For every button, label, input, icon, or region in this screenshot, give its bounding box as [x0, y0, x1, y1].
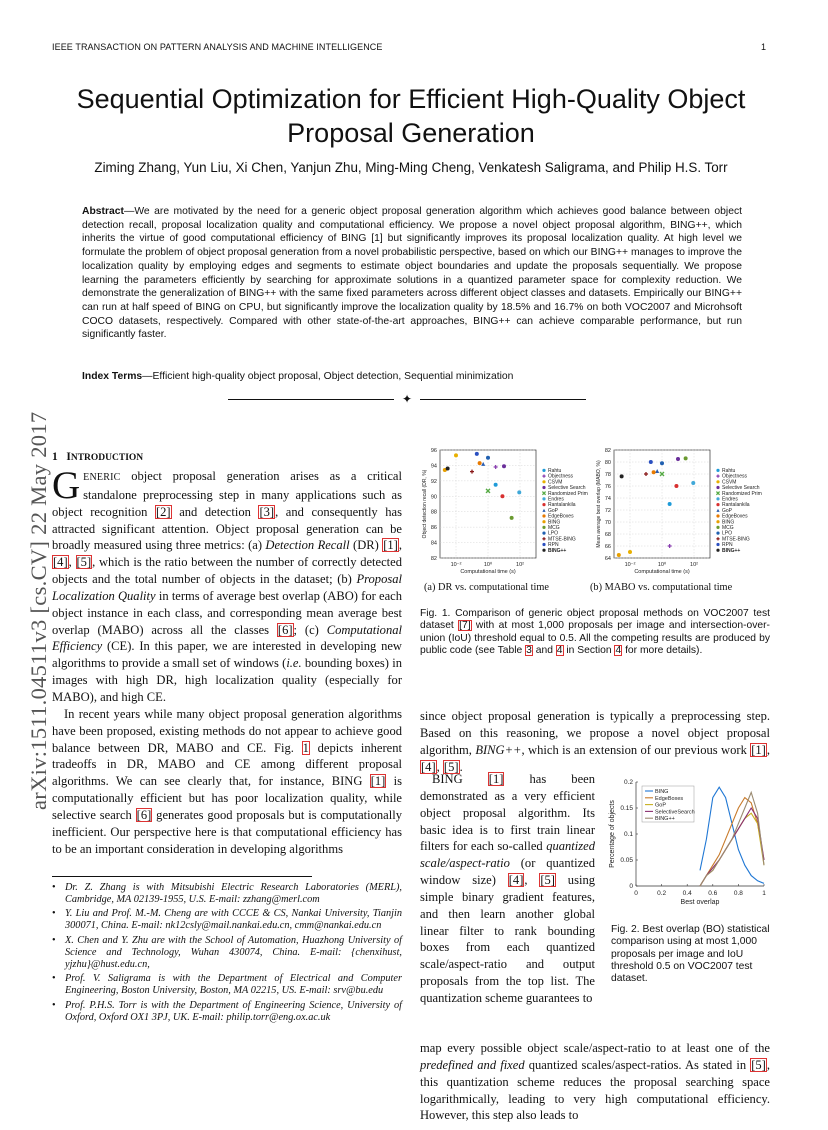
citation-link[interactable]: [1]	[751, 742, 766, 757]
data-point-csvm	[628, 550, 632, 554]
legend-marker	[542, 475, 545, 478]
x-tick-label: 10²	[690, 562, 698, 568]
y-tick-label: 90	[430, 494, 437, 501]
text-run: (DR)	[349, 538, 383, 553]
data-point-edgeboxes	[652, 470, 656, 474]
citation-link[interactable]: [4]	[508, 873, 524, 888]
legend-entry: GoP	[548, 507, 559, 514]
legend-marker	[716, 509, 719, 512]
text-run: and	[532, 644, 556, 656]
data-point-mcg	[510, 516, 514, 520]
arxiv-stamp	[26, 270, 54, 810]
y-tick-label: 74	[604, 496, 611, 502]
x-tick-label: 10⁻²	[624, 562, 636, 568]
figure-1b-subcaption: (b) MABO vs. computational time	[590, 582, 733, 593]
y-axis-label: Object detection recall (DR, %)	[422, 469, 428, 539]
text-run: map every possible object scale/aspect-ratio to at least one of the	[420, 1041, 770, 1055]
legend-entry: Endres	[548, 496, 564, 503]
citation-link[interactable]: [1]	[383, 538, 398, 553]
x-axis-label: Computational time (s)	[460, 569, 516, 575]
legend-entry: MTSE-BING	[722, 536, 750, 543]
legend-marker	[716, 537, 719, 540]
figure-1-caption	[420, 608, 770, 657]
legend-marker	[716, 549, 719, 552]
y-tick-label: 70	[604, 520, 611, 526]
y-tick-label: 82	[604, 448, 611, 454]
first-word-smallcaps: ENERIC	[83, 472, 121, 483]
citation-link[interactable]: [5]	[751, 1057, 766, 1072]
legend-entry: BING	[655, 789, 669, 795]
data-point-rpn	[475, 452, 479, 456]
text-run: (CE). In this paper, we are interested in developing new algorithms to provide a small set of windows (	[52, 639, 402, 671]
legend-entry: Rahtu	[548, 468, 562, 474]
y-tick-label: 0.15	[620, 805, 633, 812]
legend-marker	[716, 469, 719, 472]
cross-reference-link[interactable]: 4	[556, 644, 563, 656]
legend-entry: RPN	[722, 542, 733, 549]
right-paragraph-continuation	[420, 708, 770, 775]
figure-1b-mabo-chart	[592, 444, 772, 578]
x-tick-label: 1	[762, 890, 766, 897]
index-terms	[82, 371, 742, 382]
footnote-rule	[52, 876, 312, 877]
text-run: (or quantized window size)	[420, 856, 595, 888]
x-tick-label: 0	[634, 890, 638, 897]
data-point-rantalankila	[500, 494, 504, 498]
legend-entry: BING	[722, 519, 735, 526]
text-run: Proposal Localization Quality	[52, 572, 402, 603]
legend-marker	[542, 549, 545, 552]
text-run: predefined and fixed	[420, 1057, 525, 1072]
y-tick-label: 0	[629, 883, 633, 890]
text-run: and detection	[171, 504, 259, 519]
running-header: IEEE TRANSACTION ON PATTERN ANALYSIS AND MACHINE INTELLIGENCE	[52, 42, 383, 52]
legend-marker	[542, 480, 545, 483]
legend-entry: GoP	[655, 802, 667, 809]
text-run: using simple binary gradient features, and then learn another global linear filter to rank bounding boxes from each quantized scale/aspect-ratio and output proposals from the top list. The quantization scheme guarantees to	[420, 873, 595, 1005]
y-tick-label: 64	[604, 556, 611, 562]
text-run: In recent years while many object proposal generation algorithms have been proposed, existing methods do not appear to achieve good balance between DR, MABO and CE. Fig.	[52, 706, 402, 755]
legend-entry: MTSE-BING	[548, 536, 576, 543]
legend-marker	[716, 526, 719, 529]
intro-left-column	[52, 464, 403, 857]
citation-link[interactable]: [4]	[421, 759, 436, 774]
text-run: , which is the ratio between the number of correctly detected objects and the total number of objects in the dataset; (b)	[52, 555, 403, 587]
legend-entry: GoP	[722, 507, 733, 514]
paper-title: Sequential Optimization for Efficient High-Quality Object Proposal Generation	[76, 84, 746, 148]
text-run: quantized scales/aspect-ratios. As stated in	[524, 1057, 751, 1072]
cross-reference-link[interactable]: 1	[302, 740, 309, 755]
text-run: .	[459, 759, 463, 774]
y-tick-label: 86	[430, 525, 437, 532]
text-run: has been demonstrated as a very efficient object proposal algorithm. Its basic idea is to first train linear filters for each so-called	[420, 772, 595, 854]
x-tick-label: 10²	[516, 562, 524, 568]
data-point-mtse-bing	[470, 470, 474, 474]
legend-entry: LPO	[722, 530, 733, 537]
text-run: BING++	[475, 742, 522, 757]
page-number: 1	[760, 42, 766, 52]
affiliation-footnotes	[52, 882, 402, 1026]
data-point-bing-	[446, 467, 450, 471]
legend-marker	[542, 532, 545, 535]
legend-entry: Selective Search	[722, 485, 760, 492]
data-point-mcg	[684, 456, 688, 460]
data-point-csvm	[454, 453, 458, 457]
text-run: since object proposal generation is typically a preprocessing step. Based on this reasoning, we propose a novel object proposal algorithm,	[420, 709, 770, 757]
text-run: quantized scale/aspect-ratio	[420, 839, 595, 871]
legend-entry: EdgeBoxes	[655, 795, 684, 802]
citation-link[interactable]: [3]	[259, 504, 275, 519]
figure-2-caption: Fig. 2. Best overlap (BO) statistical comparison using at most 1,000 proposals per image and IoU threshold 0.5 on VOC2007 test dataset.	[611, 924, 770, 985]
intro-paragraph-2	[52, 706, 402, 858]
legend-entry: MCG	[722, 525, 734, 531]
y-axis-label: Percentage of objects	[609, 800, 616, 868]
index-terms-label: Index Terms	[82, 371, 143, 382]
x-axis-label: Best overlap	[680, 899, 720, 906]
legend-entry: Objectness	[722, 473, 748, 480]
data-point-gop	[481, 462, 485, 466]
index-terms-text: —Efficient high-quality object proposal, Object detection, Sequential minimization	[142, 371, 514, 382]
legend-entry: Rahtu	[722, 468, 736, 474]
data-point-bing-	[620, 474, 624, 478]
data-point-edgeboxes	[478, 461, 482, 465]
citation-link[interactable]: [6]	[277, 622, 293, 637]
legend-entry: CSVM	[722, 479, 737, 486]
section-number: 1	[52, 451, 58, 463]
legend-marker	[716, 503, 719, 506]
text-run: for more details).	[622, 644, 703, 656]
legend-entry: Rantalankila	[548, 502, 576, 509]
y-tick-label: 78	[604, 472, 611, 478]
data-point-lpo	[660, 461, 664, 465]
legend-marker	[716, 475, 719, 478]
text-run: , and consequently has attracted significant attention. Object proposal generation can be broadly measured using three metrics: (a)	[52, 504, 403, 553]
legend-marker	[542, 520, 545, 523]
legend-marker	[716, 514, 719, 517]
divider-diamond-icon: ✦	[402, 392, 413, 406]
x-tick-label: 0.6	[708, 890, 718, 897]
legend-entry: Objectness	[548, 473, 574, 480]
cross-reference-link[interactable]: 3	[526, 644, 532, 656]
legend-entry: Randomized Prim	[722, 490, 762, 497]
legend-entry: SelectiveSearch	[655, 809, 695, 816]
data-point-endres	[517, 490, 521, 494]
footnote-item: • Prof. P.H.S. Torr is with the Department of Engineering Science, University of Oxford, Oxford OX1 3PJ, UK. E-mail: philip.torr@eng.ox.ac.uk	[52, 1000, 402, 1024]
abstract	[82, 205, 742, 342]
x-tick-label: 10⁰	[657, 562, 667, 568]
text-run: in Section	[563, 644, 615, 656]
y-tick-label: 82	[430, 556, 437, 562]
text-run: generates good proposals but is computationally inefficient. Our perspective here is that computational efficiency has to be an important consideration in developing algorithms	[52, 807, 402, 856]
data-point-rantalankila	[674, 484, 678, 488]
y-tick-label: 76	[604, 484, 611, 490]
right-paragraph-bing	[420, 771, 595, 1007]
legend-entry: MCG	[548, 525, 560, 531]
author-list: Ziming Zhang, Yun Liu, Xi Chen, Yanjun Zhu, Ming-Ming Cheng, Venkatesh Saligrama, and Philip H.S. Torr	[94, 160, 728, 175]
drop-cap: G	[52, 464, 81, 507]
data-point-selective-search	[502, 464, 506, 468]
legend-entry: Rantalankila	[722, 502, 750, 509]
text-run: with at most 1,000 proposals per image and intersection-over-union (IoU) threshold equal to 0.5. All the competing results are produced by public code (see Table	[420, 620, 770, 656]
legend-marker	[716, 520, 719, 523]
legend-marker	[542, 497, 545, 500]
text-run: Detection Recall	[265, 538, 350, 553]
legend-entry: CSVM	[548, 479, 563, 486]
text-run: depicts inherent tradeoffs in DR, MABO and CE among different proposal algorithms. We can see clearly that, for instance, BING	[52, 740, 402, 789]
legend-marker	[716, 532, 719, 535]
y-tick-label: 0.05	[620, 857, 633, 864]
y-tick-label: 88	[430, 509, 437, 516]
y-tick-label: 96	[430, 448, 437, 454]
citation-link[interactable]: [5]	[76, 555, 92, 570]
citation-link[interactable]: [4]	[53, 555, 68, 570]
data-point-lpo	[486, 456, 490, 460]
legend-entry: BING	[548, 519, 561, 526]
data-point-rpn	[649, 460, 653, 464]
legend-entry: LPO	[548, 530, 559, 537]
legend-marker	[542, 537, 545, 540]
legend-marker	[716, 492, 719, 495]
citation-link[interactable]: [1]	[370, 774, 386, 789]
legend-marker	[542, 526, 545, 529]
legend-marker	[542, 543, 545, 546]
x-tick-label: 0.2	[657, 890, 667, 897]
data-point-endres	[691, 481, 695, 485]
text-run: in terms of average best overlap (ABO) for each object instance in each class, and corresponding mean average best overlap (MABO) across all the classes	[52, 588, 403, 637]
legend-marker	[716, 480, 719, 483]
figure-2-best-overlap-chart	[604, 774, 776, 916]
cross-reference-link[interactable]: 4	[615, 644, 622, 656]
footnote-item: • X. Chen and Y. Zhu are with the School of Automation, Huazhong University of Science and Technology, Wuhan 430074, China. E-mail: {chenxihust, yjzhu}@hust.edu.cn,	[52, 935, 402, 971]
footnote-item: • Prof. V. Saligrama is with the Department of Electrical and Computer Engineering, Boston University, Boston, MA 02215, US. E-mail: srv@bu.edu	[52, 973, 402, 997]
legend-entry: BING++	[548, 547, 567, 554]
text-run: object proposal generation arises as a critical standalone preprocessing step in many applications such as object recognition	[52, 469, 402, 519]
legend-entry: Endres	[722, 496, 738, 503]
text-run: BING	[432, 772, 488, 786]
x-tick-label: 0.8	[733, 890, 743, 897]
footnote-item: • Dr. Z. Zhang is with Mitsubishi Electric Research Laboratories (MERL), Cambridge, MA 02139-1955, U.S. E-mail: zzhang@merl.com	[52, 882, 402, 906]
data-point-bing	[617, 553, 621, 557]
legend-entry: BING++	[655, 816, 675, 823]
legend-entry: EdgeBoxes	[548, 513, 574, 520]
divider-right	[420, 399, 586, 400]
text-run: ; (c)	[293, 622, 327, 637]
text-run: is computationally efficient but has poor localization quality, while selective search	[52, 774, 402, 822]
abstract-text: —We are motivated by the need for a generic object proposal generation algorithm which achieves good balance between object detection recall, proposal localization quality and computational efficiency. We propose a novel object proposal algorithm, BING++, which inherits the virtue of good computational efficiency of BING [1] but significantly improves its proposal localization quality. At high level we formulate the problem of object proposal generation from a novel probabilistic perspective, based on which our BING++ manages to improve the localization quality by employing edges and segments to estimate object boundaries and update the proposals sequentially. We propose learning the parameters efficiently by searching for approximate solutions in a quantized parameter space for complexity reduction. We demonstrate the generalization of BING++ with the same fixed parameters across different object classes and datasets. Empirically our BING++ can run at half speed of BING on CPU, but significantly improve the localization quality by 18.5% and 16.7% on both VOC2007 and Microhsoft COCO datasets, respectively. Compared with other state-of-the-art approaches, BING++ can achieve comparable performance, but run significantly faster.	[82, 206, 742, 341]
y-axis-label: Mean average best overlap (MABO, %)	[596, 460, 602, 548]
x-tick-label: 10⁻²	[450, 562, 462, 568]
legend-entry: Randomized Prim	[548, 490, 588, 497]
y-tick-label: 80	[604, 460, 611, 466]
data-point-objectness	[668, 544, 672, 548]
y-tick-label: 68	[604, 532, 611, 538]
section-heading	[52, 451, 143, 463]
legend-entry: RPN	[548, 542, 559, 549]
legend-marker	[542, 469, 545, 472]
y-tick-label: 94	[430, 463, 437, 470]
text-run: bounding boxes) in images with high DR, high localization quality (especially for MABO), and high CE.	[52, 656, 402, 704]
legend-marker	[542, 509, 545, 512]
y-tick-label: 92	[430, 478, 437, 485]
x-tick-label: 10⁰	[483, 562, 493, 568]
figure-1a-subcaption: (a) DR vs. computational time	[424, 582, 549, 593]
text-run: , this quantization scheme reduces the proposal searching space logarithmically, leading to very high computational efficiency. However, this step also leads to	[420, 1057, 770, 1123]
citation-link[interactable]: [6]	[136, 807, 152, 822]
x-tick-label: 0.4	[682, 890, 692, 897]
arxiv-stamp-text: arXiv:1511.04511v3 [cs.CV] 22 May 2017	[26, 411, 51, 810]
data-point-selective-search	[676, 457, 680, 461]
section-title-rest: NTRODUCTION	[70, 453, 144, 463]
y-tick-label: 0.1	[623, 831, 633, 838]
x-axis-label: Computational time (s)	[634, 569, 690, 575]
y-tick-label: 0.2	[623, 779, 633, 786]
text-run: i.e.	[286, 656, 302, 671]
y-tick-label: 84	[430, 540, 437, 547]
divider-left	[228, 399, 394, 400]
footnote-item: • Y. Liu and Prof. M.-M. Cheng are with CCCE & CS, Nankai University, Tianjin 300071, China. E-mail: nk12csly@mail.nankai.edu.cn, cmm@nankai.edu.cn	[52, 908, 402, 932]
legend-entry: EdgeBoxes	[722, 513, 748, 520]
text-run: ,	[68, 555, 76, 570]
data-point-gop	[655, 469, 659, 473]
citation-link[interactable]: [5]	[443, 759, 459, 774]
figure-1a-dr-chart	[418, 444, 598, 578]
text-run: Computational Efficiency	[52, 622, 402, 654]
citation-link[interactable]: [1]	[488, 772, 504, 786]
text-run: ,	[524, 873, 540, 888]
right-paragraph-quantization	[420, 1040, 770, 1124]
data-point-rahtu	[494, 483, 498, 487]
legend-marker	[716, 543, 719, 546]
data-point-mtse-bing	[644, 472, 648, 476]
citation-link[interactable]: [5]	[540, 873, 555, 888]
citation-link[interactable]: [2]	[155, 504, 171, 519]
legend-marker	[542, 486, 545, 489]
legend-marker	[542, 503, 545, 506]
text-run: ,	[398, 538, 402, 553]
data-point-rahtu	[668, 502, 672, 506]
citation-link[interactable]: [7]	[459, 620, 471, 632]
y-tick-label: 72	[604, 508, 611, 514]
legend-marker	[716, 486, 719, 489]
abstract-label: Abstract	[82, 206, 124, 217]
legend-marker	[716, 497, 719, 500]
intro-paragraph-1	[52, 464, 403, 706]
text-run: ,	[436, 759, 443, 774]
text-run: , which is an extension of our previous work	[521, 742, 751, 757]
section-title-initial: I	[66, 451, 71, 463]
text-run: Fig. 1. Comparison of generic object proposal methods on VOC2007 test dataset	[420, 608, 770, 632]
legend-entry: BING++	[722, 547, 741, 554]
legend-marker	[542, 492, 545, 495]
legend-marker	[542, 514, 545, 517]
y-tick-label: 66	[604, 544, 611, 550]
legend-entry: Selective Search	[548, 485, 586, 492]
text-run: ,	[766, 742, 771, 757]
